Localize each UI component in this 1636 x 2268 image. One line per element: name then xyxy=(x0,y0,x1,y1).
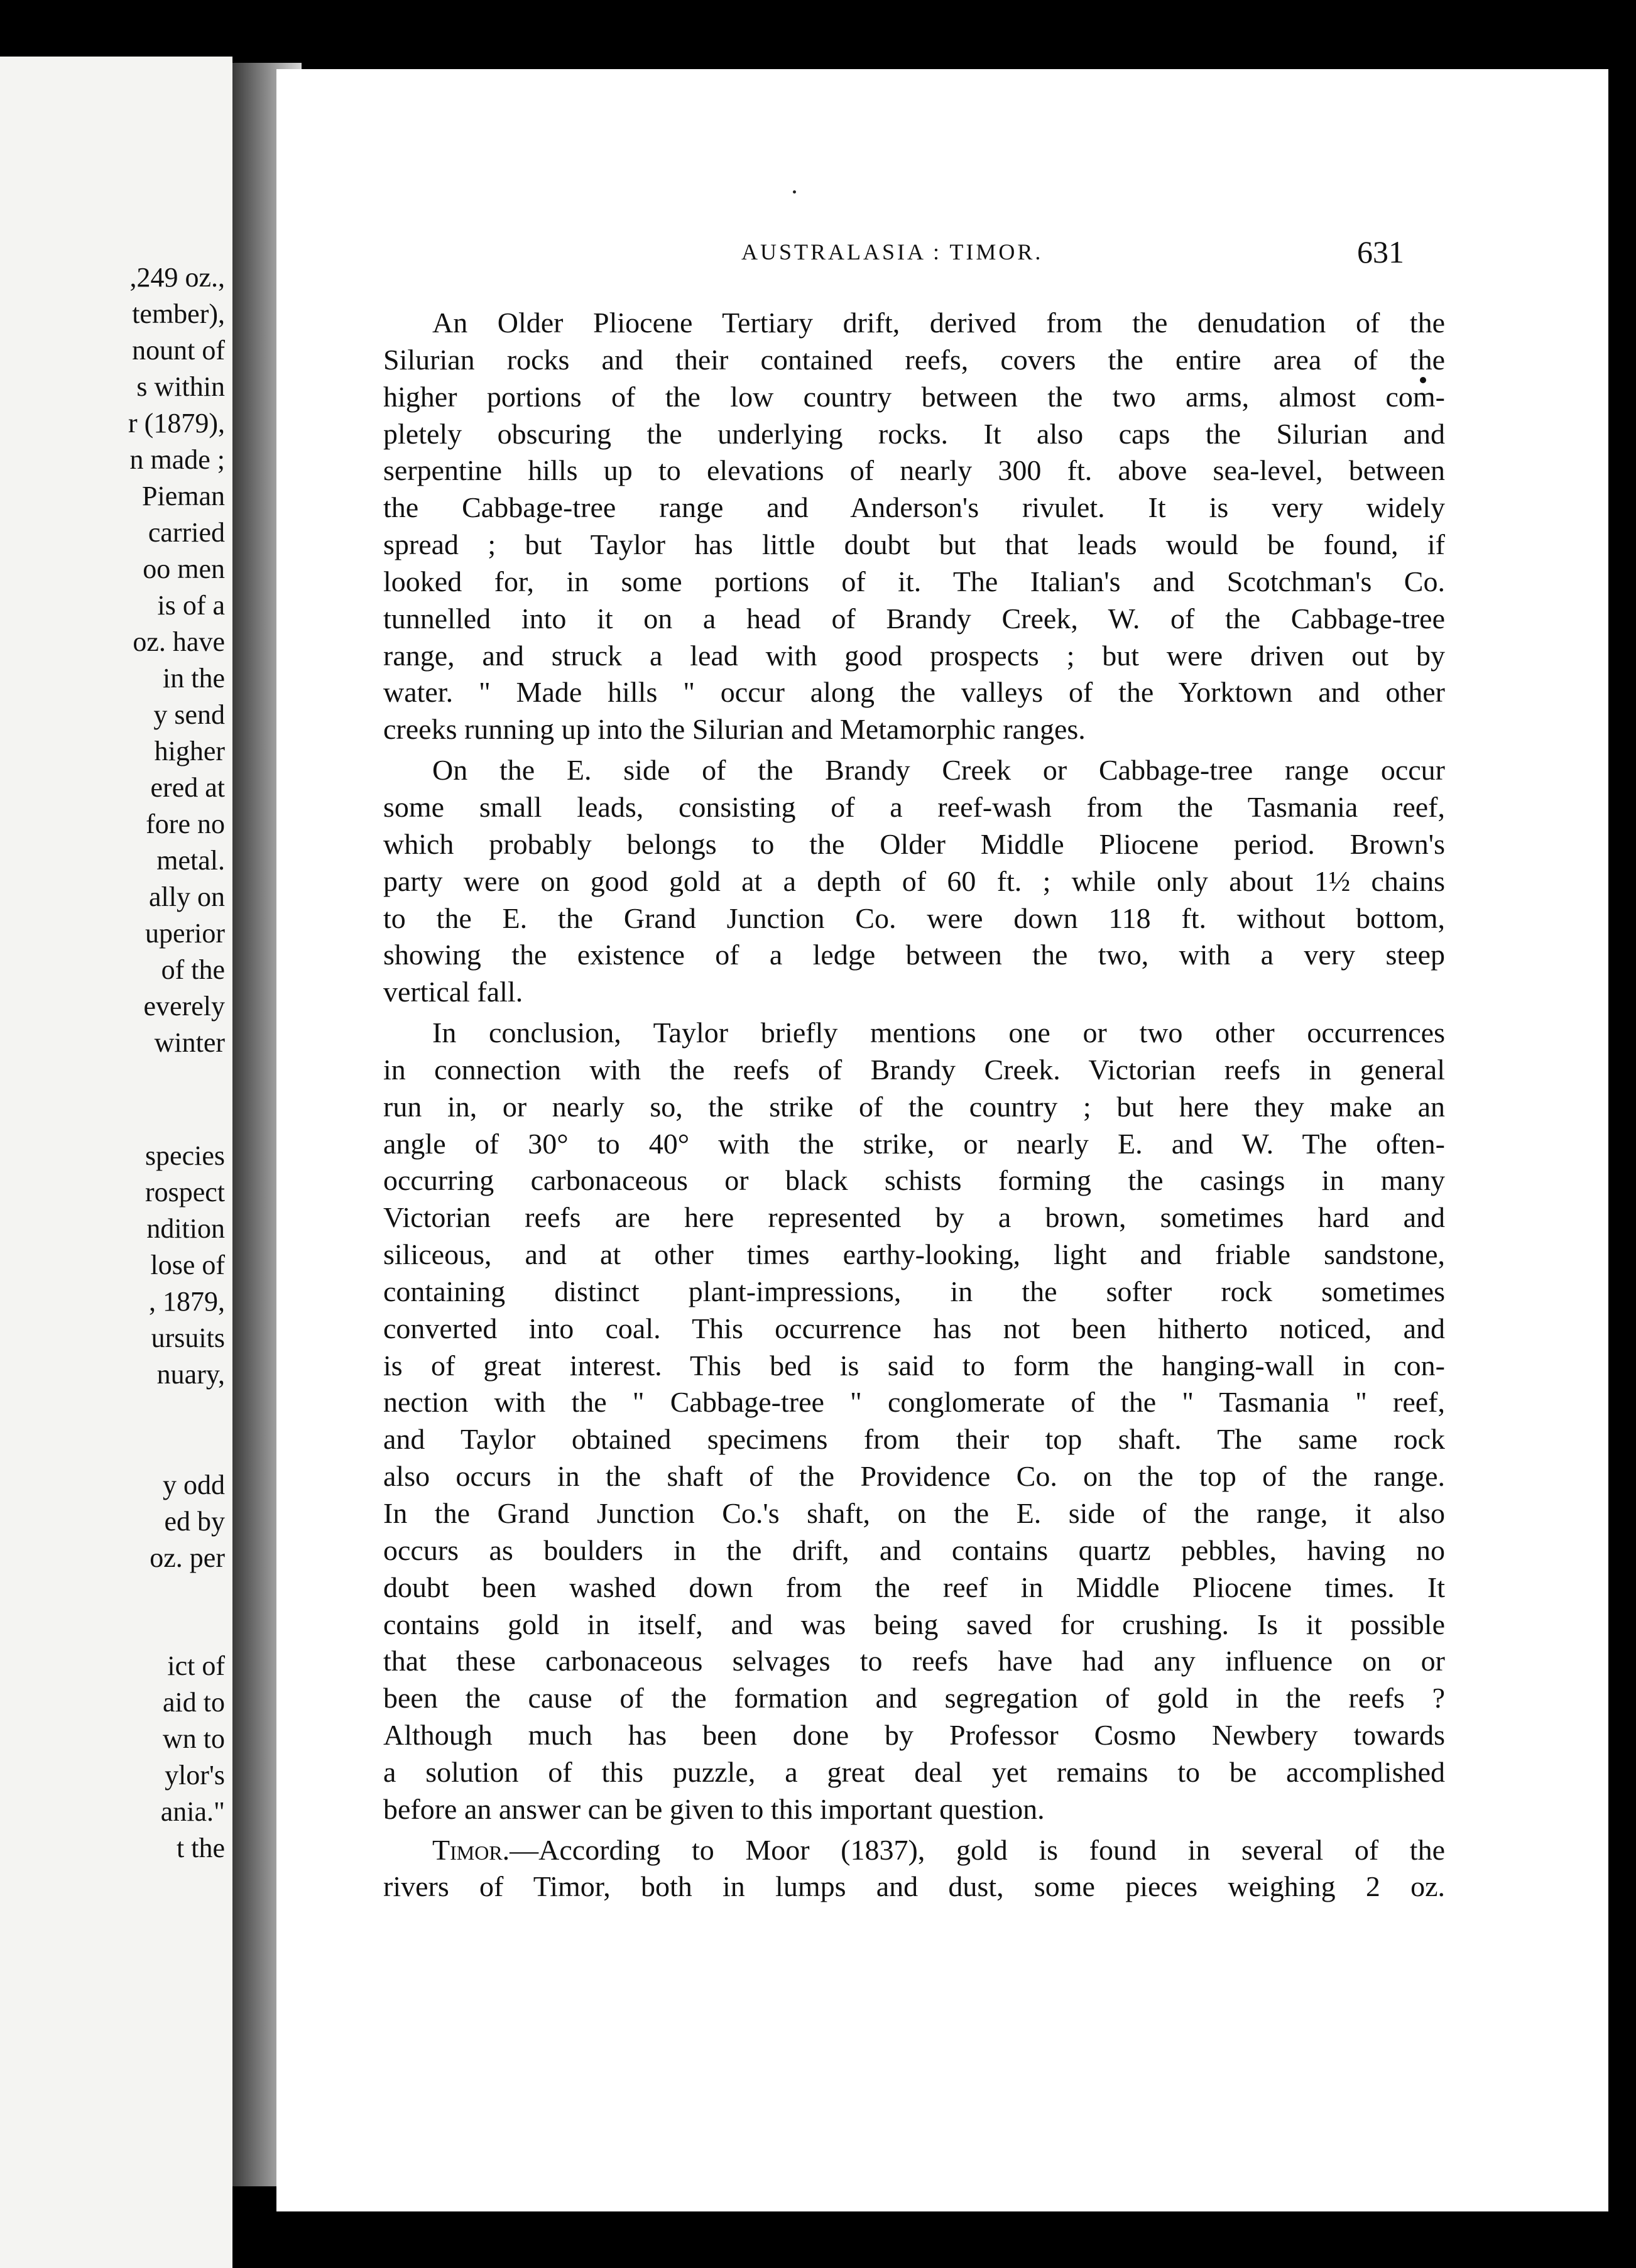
body-line: also occurs in the shaft of the Providence Co. on the top of the range. xyxy=(383,1460,1445,1493)
body-line: which probably belongs to the Older Middle Pliocene period. Brown's xyxy=(383,827,1445,860)
facing-page-line: winter xyxy=(154,1027,225,1058)
main-page xyxy=(276,69,1608,2211)
body-line: to the E. the Grand Junction Co. were down 118 ft. without bottom, xyxy=(383,902,1445,934)
body-line: containing distinct plant-impressions, in the softer rock sometimes xyxy=(383,1275,1445,1307)
body-line: vertical fall. xyxy=(383,976,523,1008)
body-line: On the E. side of the Brandy Creek or Cabbage-tree range occur xyxy=(432,754,1445,787)
timor-heading: Timor. xyxy=(432,1833,510,1866)
body-line: been the cause of the formation and segregation of gold in the reefs ? xyxy=(383,1682,1445,1715)
facing-page-line: everely xyxy=(143,991,225,1022)
facing-page-line: oz. have xyxy=(133,626,225,657)
body-line: that these carbonaceous selvages to reefs have had any influence on or xyxy=(383,1645,1445,1677)
body-line: party were on good gold at a depth of 60 ft. ; while only about 1½ chains xyxy=(383,864,1445,897)
page-number: 631 xyxy=(1357,234,1404,270)
facing-page-line: , 1879, xyxy=(149,1286,225,1317)
facing-page-line: ed by xyxy=(164,1506,225,1537)
facing-page-line: ally on xyxy=(149,881,225,912)
facing-page-line: metal. xyxy=(156,845,225,876)
facing-page-line: ,249 oz., xyxy=(129,262,225,293)
body-line: looked for, in some portions of it. The Italian's and Scotchman's Co. xyxy=(383,565,1445,597)
body-line: angle of 30° to 40° with the strike, or nearly E. and W. The often- xyxy=(383,1127,1445,1160)
facing-page-line: nuary, xyxy=(156,1359,225,1390)
body-line: the Cabbage-tree range and Anderson's rivulet. It is very widely xyxy=(383,491,1445,524)
facing-page-line: nount of xyxy=(132,335,225,366)
facing-page-line: of the xyxy=(161,954,225,985)
facing-page-line: ered at xyxy=(150,772,225,803)
body-line: contains gold in itself, and was being saved for crushing. Is it possible xyxy=(383,1608,1445,1640)
timor-line-text: —According to Moor (1837), gold is found in several of the xyxy=(510,1833,1445,1866)
facing-page-line: ndition xyxy=(146,1213,225,1244)
body-line: in connection with the reefs of Brandy Creek. Victorian reefs in general xyxy=(383,1053,1445,1086)
body-text xyxy=(383,305,1445,1905)
facing-page-line: ursuits xyxy=(151,1322,225,1353)
body-line: occurring carbonaceous or black schists forming the casings in many xyxy=(383,1164,1445,1197)
facing-page-line: n made ; xyxy=(129,444,225,475)
facing-page-line: is of a xyxy=(157,590,225,621)
body-line: higher portions of the low country between the two arms, almost com- xyxy=(383,380,1445,413)
facing-page-line: lose of xyxy=(150,1250,225,1280)
body-line: some small leads, consisting of a reef-wash from the Tasmania reef, xyxy=(383,790,1445,823)
body-line: run in, or nearly so, the strike of the country ; but here they make an xyxy=(383,1090,1445,1123)
body-line: tunnelled into it on a head of Brandy Creek, W. of the Cabbage-tree xyxy=(383,602,1445,635)
body-line: Victorian reefs are here represented by a brown, sometimes hard and xyxy=(383,1201,1445,1234)
body-line: a solution of this puzzle, a great deal yet remains to be accomplished xyxy=(383,1755,1445,1788)
body-line: Silurian rocks and their contained reefs, covers the entire area of the xyxy=(383,343,1445,376)
facing-page-line: higher xyxy=(154,736,225,766)
body-line: Although much has been done by Professor Cosmo Newbery towards xyxy=(383,1719,1445,1752)
facing-page-fragment xyxy=(0,57,232,2268)
running-head: AUSTRALASIA : TIMOR. xyxy=(741,239,1044,264)
body-line: and Taylor obtained specimens from their top shaft. The same rock xyxy=(383,1423,1445,1456)
facing-page-line: rospect xyxy=(145,1177,225,1208)
facing-page-line: Pieman xyxy=(142,481,225,511)
body-line: siliceous, and at other times earthy-looking, light and friable sandstone, xyxy=(383,1238,1445,1271)
body-line: spread ; but Taylor has little doubt but that leads would be found, if xyxy=(383,528,1445,561)
body-line: occurs as boulders in the drift, and contains quartz pebbles, having no xyxy=(383,1534,1445,1566)
body-line: is of great interest. This bed is said to form the hanging-wall in con- xyxy=(383,1349,1445,1382)
body-line: In the Grand Junction Co.'s shaft, on the E. side of the range, it also xyxy=(383,1497,1445,1529)
body-line: water. " Made hills " occur along the valleys of the Yorktown and other xyxy=(383,676,1445,709)
body-line: pletely obscuring the underlying rocks. It also caps the Silurian and xyxy=(383,417,1445,450)
body-line: nection with the " Cabbage-tree " conglomerate of the " Tasmania " reef, xyxy=(383,1386,1445,1419)
facing-page-line: y odd xyxy=(163,1469,225,1500)
ink-speck xyxy=(793,190,796,194)
timor-first-line xyxy=(383,1832,1445,1869)
facing-page-line: wn to xyxy=(163,1723,225,1754)
facing-page-line: carried xyxy=(148,517,225,548)
facing-page-line: oo men xyxy=(143,553,225,584)
facing-page-line: in the xyxy=(163,663,225,694)
facing-page-line: uperior xyxy=(145,918,225,949)
body-line: before an answer can be given to this important question. xyxy=(383,1792,1045,1825)
facing-page-line: y send xyxy=(153,699,225,730)
body-line: doubt been washed down from the reef in Middle Pliocene times. It xyxy=(383,1571,1445,1603)
facing-page-line: ylor's xyxy=(165,1760,225,1791)
body-line: An Older Pliocene Tertiary drift, derived from the denudation of the xyxy=(432,307,1445,339)
body-line: showing the existence of a ledge between the two, with a very steep xyxy=(383,939,1445,971)
body-line: converted into coal. This occurrence has not been hitherto noticed, and xyxy=(383,1312,1445,1344)
facing-page-line: oz. per xyxy=(150,1542,225,1573)
facing-page-line: ania." xyxy=(160,1796,225,1827)
facing-page-line: aid to xyxy=(163,1687,225,1718)
facing-page-line: species xyxy=(145,1140,225,1171)
body-line: In conclusion, Taylor briefly mentions one or two other occurrences xyxy=(432,1017,1445,1049)
facing-page-line: r (1879), xyxy=(128,408,225,439)
facing-page-line: s within xyxy=(136,371,225,402)
body-line: creeks running up into the Silurian and Metamorphic ranges. xyxy=(383,713,1086,746)
facing-page-line: fore no xyxy=(146,809,225,839)
facing-page-line: ict of xyxy=(167,1650,225,1681)
body-line: rivers of Timor, both in lumps and dust, some pieces weighing 2 oz. xyxy=(383,1870,1445,1903)
body-line: range, and struck a lead with good prospects ; but were driven out by xyxy=(383,639,1445,672)
body-line: serpentine hills up to elevations of nearly 300 ft. above sea-level, between xyxy=(383,454,1445,487)
facing-page-line: t the xyxy=(177,1833,225,1863)
facing-page-line: tember), xyxy=(132,298,225,329)
